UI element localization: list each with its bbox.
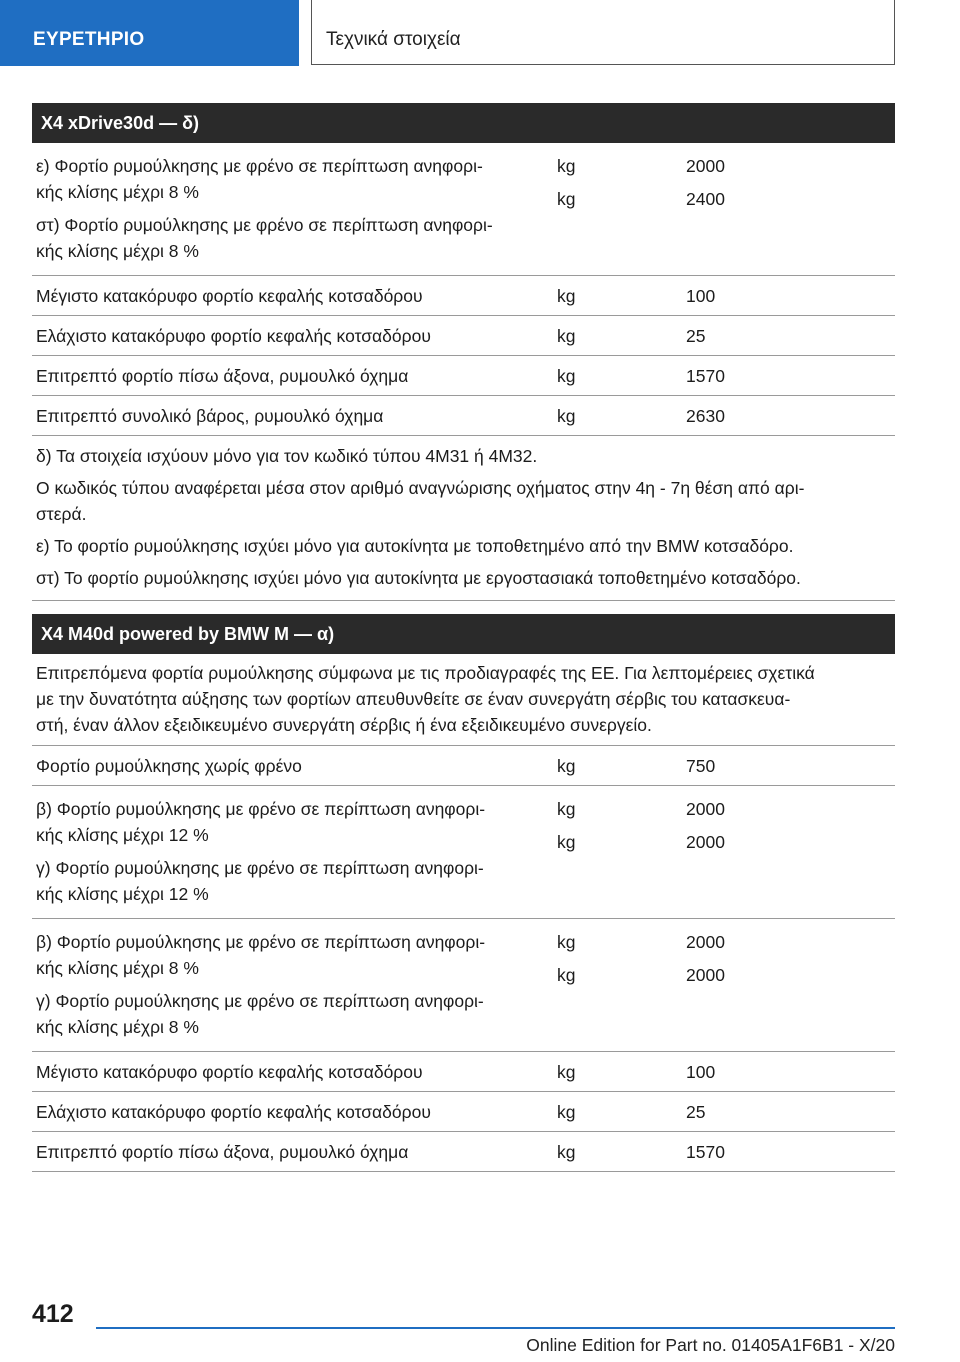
- table-row: [32, 316, 895, 356]
- table-row: [32, 356, 895, 396]
- row-label-line: στ) Φορτίο ρυμούλκησης με φρένο σε περίπτωση ανηφορι- κής κλίσης μέχρι 8 %: [36, 215, 493, 261]
- row-label: [32, 929, 557, 1040]
- unit-value: kg: [557, 932, 576, 952]
- row-unit: [557, 153, 686, 264]
- row-value: [686, 796, 895, 907]
- numeric-value: 2000: [686, 832, 725, 852]
- table-header: X4 xDrive30d — δ): [32, 103, 895, 143]
- row-value: 25: [686, 1101, 706, 1122]
- table-row: [32, 746, 895, 786]
- numeric-value: 2000: [686, 156, 725, 176]
- row-value: 2630: [686, 405, 725, 426]
- table-row: [32, 1092, 895, 1132]
- tab-section-title: Τεχνικά στοιχεία: [311, 0, 895, 65]
- footnote: Ο κωδικός τύπου αναφέρεται μέσα στον αριθμό αναγνώρισης οχήματος στην 4η - 7η θέση από αρι- στερά.: [36, 478, 805, 524]
- table-header: X4 M40d powered by BMW M — α): [32, 614, 895, 654]
- row-unit: kg: [557, 325, 576, 346]
- row-unit: kg: [557, 285, 576, 306]
- numeric-value: 2000: [686, 932, 725, 952]
- tab-index[interactable]: ΕΥΡΕΤΗΡΙΟ: [0, 0, 299, 66]
- row-unit: [557, 929, 686, 1040]
- row-value: 100: [686, 285, 716, 306]
- row-unit: kg: [557, 1061, 576, 1082]
- row-label: Φορτίο ρυμούλκησης χωρίς φρένο: [36, 755, 302, 776]
- row-label-line: β) Φορτίο ρυμούλκησης με φρένο σε περίπτωση ανηφορι- κής κλίσης μέχρι 8 %: [36, 932, 486, 978]
- row-unit: [557, 796, 686, 907]
- unit-value: kg: [557, 156, 576, 176]
- footnote: ε) Το φορτίο ρυμούλκησης ισχύει μόνο για αυτοκίνητα με τοποθετημένο από την BMW κοτσαδόρο.: [36, 536, 794, 556]
- edition-text: Online Edition for Part no. 01405A1F6B1 - X/20: [526, 1335, 895, 1355]
- numeric-value: 2000: [686, 799, 725, 819]
- table-row: [32, 143, 895, 276]
- table-row: [32, 786, 895, 919]
- row-value: 1570: [686, 365, 725, 386]
- table-x4-m40d: [32, 614, 895, 1172]
- page-number: 412: [32, 1300, 74, 1328]
- row-value: 1570: [686, 1141, 725, 1162]
- unit-value: kg: [557, 965, 576, 985]
- row-unit: kg: [557, 755, 576, 776]
- row-unit: kg: [557, 1141, 576, 1162]
- numeric-value: 2400: [686, 189, 725, 209]
- row-value: [686, 929, 895, 1040]
- unit-value: kg: [557, 832, 576, 852]
- table-row: [32, 1132, 895, 1172]
- row-label: [32, 153, 557, 264]
- intro-text: Επιτρεπόμενα φορτία ρυμούλκησης σύμφωνα με τις προδιαγραφές της ΕΕ. Για λεπτομέρειες σχετικά με την δυνατότητα αύξησης των φορτίων απευθυνθείτε σε έναν συνεργάτη σέρβις του κατασκευα- στή, έναν άλλον εξειδικευμένο συνεργάτη σέρβις ή ένα εξειδικευμένο συνεργείο.: [32, 654, 895, 746]
- unit-value: kg: [557, 189, 576, 209]
- numeric-value: 2000: [686, 965, 725, 985]
- table-row: [32, 276, 895, 316]
- row-label: Επιτρεπτό φορτίο πίσω άξονα, ρυμουλκό όχημα: [36, 365, 409, 386]
- footnotes: [32, 436, 895, 601]
- row-label-line: β) Φορτίο ρυμούλκησης με φρένο σε περίπτωση ανηφορι- κής κλίσης μέχρι 12 %: [36, 799, 486, 845]
- row-value: 25: [686, 325, 706, 346]
- row-value: [686, 153, 895, 264]
- table-row: [32, 919, 895, 1052]
- table-x4-xdrive30d: [32, 103, 895, 601]
- row-label: Ελάχιστο κατακόρυφο φορτίο κεφαλής κοτσαδόρου: [36, 1101, 431, 1122]
- footer-divider: [96, 1327, 895, 1329]
- row-label: Επιτρεπτό συνολικό βάρος, ρυμουλκό όχημα: [36, 405, 384, 426]
- row-unit: kg: [557, 365, 576, 386]
- table-row: [32, 1052, 895, 1092]
- footnote: δ) Τα στοιχεία ισχύουν μόνο για τον κωδικό τύπου 4M31 ή 4M32.: [36, 446, 538, 466]
- row-label: [32, 796, 557, 907]
- row-label: Επιτρεπτό φορτίο πίσω άξονα, ρυμουλκό όχημα: [36, 1141, 409, 1162]
- row-label: Μέγιστο κατακόρυφο φορτίο κεφαλής κοτσαδόρου: [36, 285, 423, 306]
- unit-value: kg: [557, 799, 576, 819]
- row-label-line: ε) Φορτίο ρυμούλκησης με φρένο σε περίπτωση ανηφορι- κής κλίσης μέχρι 8 %: [36, 156, 483, 202]
- table-row: [32, 396, 895, 436]
- row-unit: kg: [557, 1101, 576, 1122]
- row-label: Μέγιστο κατακόρυφο φορτίο κεφαλής κοτσαδόρου: [36, 1061, 423, 1082]
- footnote: στ) Το φορτίο ρυμούλκησης ισχύει μόνο για αυτοκίνητα με εργοστασιακά τοποθετημένο κοτσαδόρο.: [36, 568, 801, 588]
- row-label-line: γ) Φορτίο ρυμούλκησης με φρένο σε περίπτωση ανηφορι- κής κλίσης μέχρι 12 %: [36, 858, 484, 904]
- row-label: Ελάχιστο κατακόρυφο φορτίο κεφαλής κοτσαδόρου: [36, 325, 431, 346]
- row-value: 100: [686, 1061, 716, 1082]
- row-value: 750: [686, 755, 716, 776]
- row-label-line: γ) Φορτίο ρυμούλκησης με φρένο σε περίπτωση ανηφορι- κής κλίσης μέχρι 8 %: [36, 991, 484, 1037]
- row-unit: kg: [557, 405, 576, 426]
